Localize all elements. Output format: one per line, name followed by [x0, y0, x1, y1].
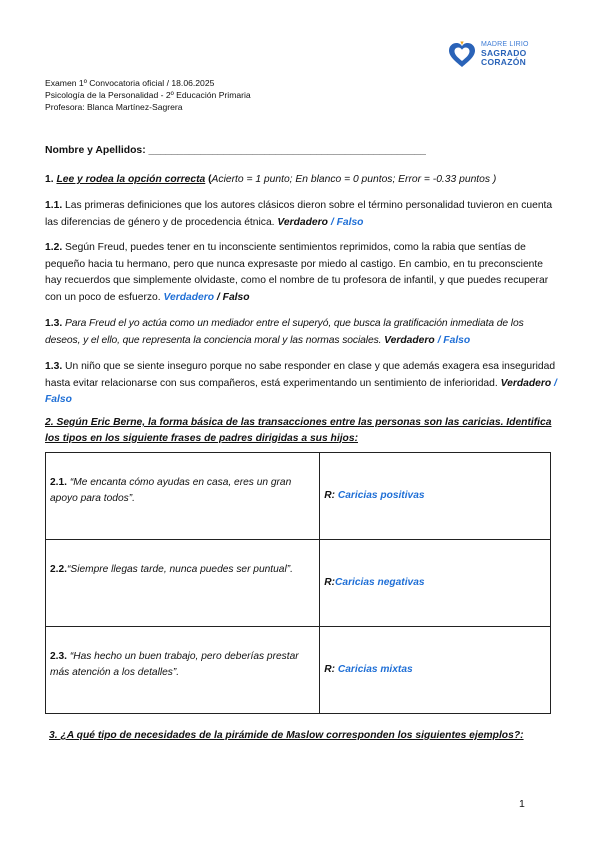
logo-wordmark: [481, 40, 557, 67]
answer-cell[interactable]: [320, 453, 551, 540]
true-option[interactable]: Verdadero: [163, 291, 215, 303]
q-text: Para Freud el yo actúa como un mediador entre el superyó, que busca la gratificación inmediata de los deseos, y el ello, que representa la conciencia moral y las normas sociales.: [45, 318, 524, 346]
q-text: Según Freud, puedes tener en tu inconsciente sentimientos reprimidos, como la rabia que sentías de pequeño hacia tu hermano, pero que nunca expresaste por miedo al castigo. En cambio, en tu preconsciente hay recuerdos que simplemente olvidaste, como el nombre de tu profesora de infantil, y que puedes recuperar con un poco de esfuerzo.: [45, 242, 549, 303]
logo-line-2: SAGRADO: [481, 48, 527, 58]
page-number: 1: [519, 798, 525, 810]
logo-line-3: CORAZÓN: [481, 57, 527, 67]
answer-text: Caricias positivas: [337, 490, 425, 501]
q-text: Las primeras definiciones que los autores clásicos dieron sobre el término personalidad tuvieron en cuenta las diferencias de género y de procedencia étnica.: [45, 200, 553, 228]
row-number: 2.3.: [50, 651, 67, 662]
false-option[interactable]: Falso: [222, 291, 250, 303]
true-option[interactable]: Verdadero: [500, 377, 552, 389]
student-name-field[interactable]: Nombre y Apellidos: ________________________________________________: [45, 145, 426, 156]
true-option[interactable]: Verdadero: [384, 334, 435, 346]
q-number: 1.3.: [45, 318, 63, 329]
phrase-cell: [46, 453, 320, 540]
row-phrase: “Has hecho un buen trabajo, pero deberías prestar más atención a los detalles”.: [50, 651, 299, 678]
section-3-title: 3. ¿A qué tipo de necesidades de la pirámide de Maslow corresponden los siguientes ejemplos?:: [49, 730, 524, 741]
question-1-3b: [45, 359, 557, 409]
q-number: 1.2.: [45, 242, 63, 253]
answer-prefix: R:: [324, 490, 338, 501]
option-separator: /: [551, 377, 557, 389]
section-1-title: Lee y rodea la opción correcta: [56, 174, 206, 185]
section-1-scoring-open: (: [205, 174, 212, 185]
question-1-1: [45, 198, 557, 231]
table-row: [46, 540, 551, 627]
answer-cell[interactable]: [320, 627, 551, 714]
teacher-name: Profesora: Blanca Martínez-Sagrera: [45, 102, 183, 113]
course-subject: Psicología de la Personalidad - 2º Educación Primaria: [45, 90, 251, 101]
true-option[interactable]: Verdadero: [277, 216, 328, 228]
table-row: [46, 453, 551, 540]
section-2-title: 2. Según Eric Berne, la forma básica de las transacciones entre las personas son las caricias. Identifica los tipos en los siguiente frases de padres dirigidas a sus hijos:: [45, 417, 552, 444]
row-phrase: “Me encanta cómo ayudas en casa, eres un gran apoyo para todos”.: [50, 477, 292, 504]
answer-text: Caricias negativas: [335, 577, 425, 588]
exam-convocation: Examen 1º Convocatoria oficial / 18.06.2025: [45, 78, 215, 88]
exam-header: [45, 77, 251, 114]
answer-prefix: R:: [324, 577, 336, 588]
phrase-cell: [46, 540, 320, 627]
school-logo: [447, 40, 557, 74]
table-row: [46, 627, 551, 714]
false-option[interactable]: Falso: [336, 216, 364, 228]
row-number: 2.1.: [50, 477, 67, 488]
answer-prefix: R:: [324, 664, 338, 675]
q-number: 1.1.: [45, 200, 63, 211]
option-separator: /: [214, 291, 223, 303]
option-separator: /: [327, 216, 337, 228]
false-option[interactable]: Falso: [443, 334, 471, 346]
question-1-3a: [45, 316, 557, 349]
phrase-cell: [46, 627, 320, 714]
heart-logo-icon: [447, 40, 477, 70]
row-phrase: “Siempre llegas tarde, nunca puedes ser puntual”.: [67, 564, 293, 575]
caricias-table: [45, 452, 551, 714]
section-1-heading: [45, 172, 557, 189]
answer-cell[interactable]: [320, 540, 551, 627]
row-number: 2.2.: [50, 564, 67, 575]
answer-text: Caricias mixtas: [337, 664, 413, 675]
section-1-scoring: Acierto = 1 punto; En blanco = 0 puntos; Error = -0.33 puntos ): [211, 174, 497, 185]
q-number: 1.3.: [45, 361, 63, 372]
section-1-number: 1.: [45, 174, 57, 185]
false-option[interactable]: Falso: [45, 394, 72, 406]
question-1-2: [45, 240, 557, 306]
q-text: Un niño que se siente inseguro porque no sabe responder en clase y que además exagera esa inseguridad hasta evitar relacionarse con sus compañeros, está experimentando un sentimiento de inferioridad.: [45, 361, 556, 389]
option-separator: /: [434, 334, 444, 346]
logo-line-1: MADRE LIRIO: [481, 41, 529, 48]
